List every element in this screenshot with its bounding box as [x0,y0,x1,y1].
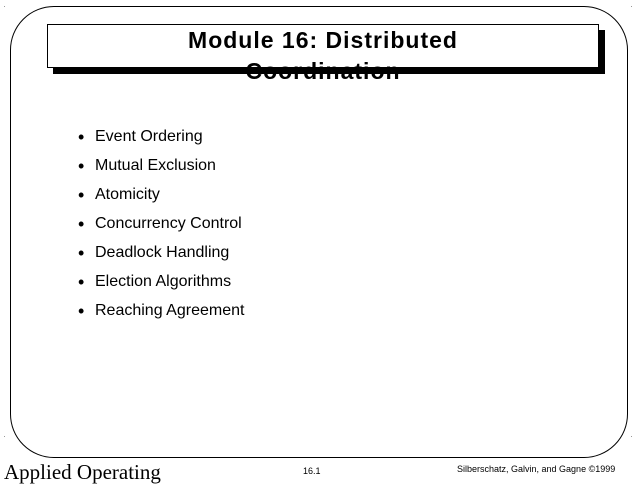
bullet-icon: • [78,126,85,147]
corner-dot [4,436,5,437]
slide-title [48,25,598,87]
list-item [78,238,244,267]
bullet-text: Atomicity [95,185,160,203]
bullet-icon: • [78,300,85,321]
bullet-icon: • [78,184,85,205]
footer-book-title: Applied Operating [4,460,161,484]
list-item [78,122,244,151]
list-item [78,267,244,296]
title-line-1: Module 16: Distributed [188,27,458,53]
title-line-2: Coordination [245,58,401,84]
bullet-text: Election Algorithms [95,272,232,290]
bullet-text: Event Ordering [95,127,203,145]
corner-dot [4,6,5,7]
title-box [47,24,599,84]
bullet-text: Concurrency Control [95,214,242,232]
list-item [78,180,244,209]
bullet-text: Mutual Exclusion [95,156,216,174]
bullet-icon: • [78,213,85,234]
footer-copyright: Silberschatz, Galvin, and Gagne ©1999 [457,464,616,474]
corner-dot [631,436,632,437]
corner-dot [631,6,632,7]
list-item [78,296,244,325]
bullet-text: Reaching Agreement [95,301,245,319]
list-item [78,209,244,238]
bullet-icon: • [78,155,85,176]
bullet-text: Deadlock Handling [95,243,230,261]
list-item [78,151,244,180]
bullet-list [78,122,244,325]
footer-page-number: 16.1 [303,466,321,476]
bullet-icon: • [78,242,85,263]
bullet-icon: • [78,271,85,292]
